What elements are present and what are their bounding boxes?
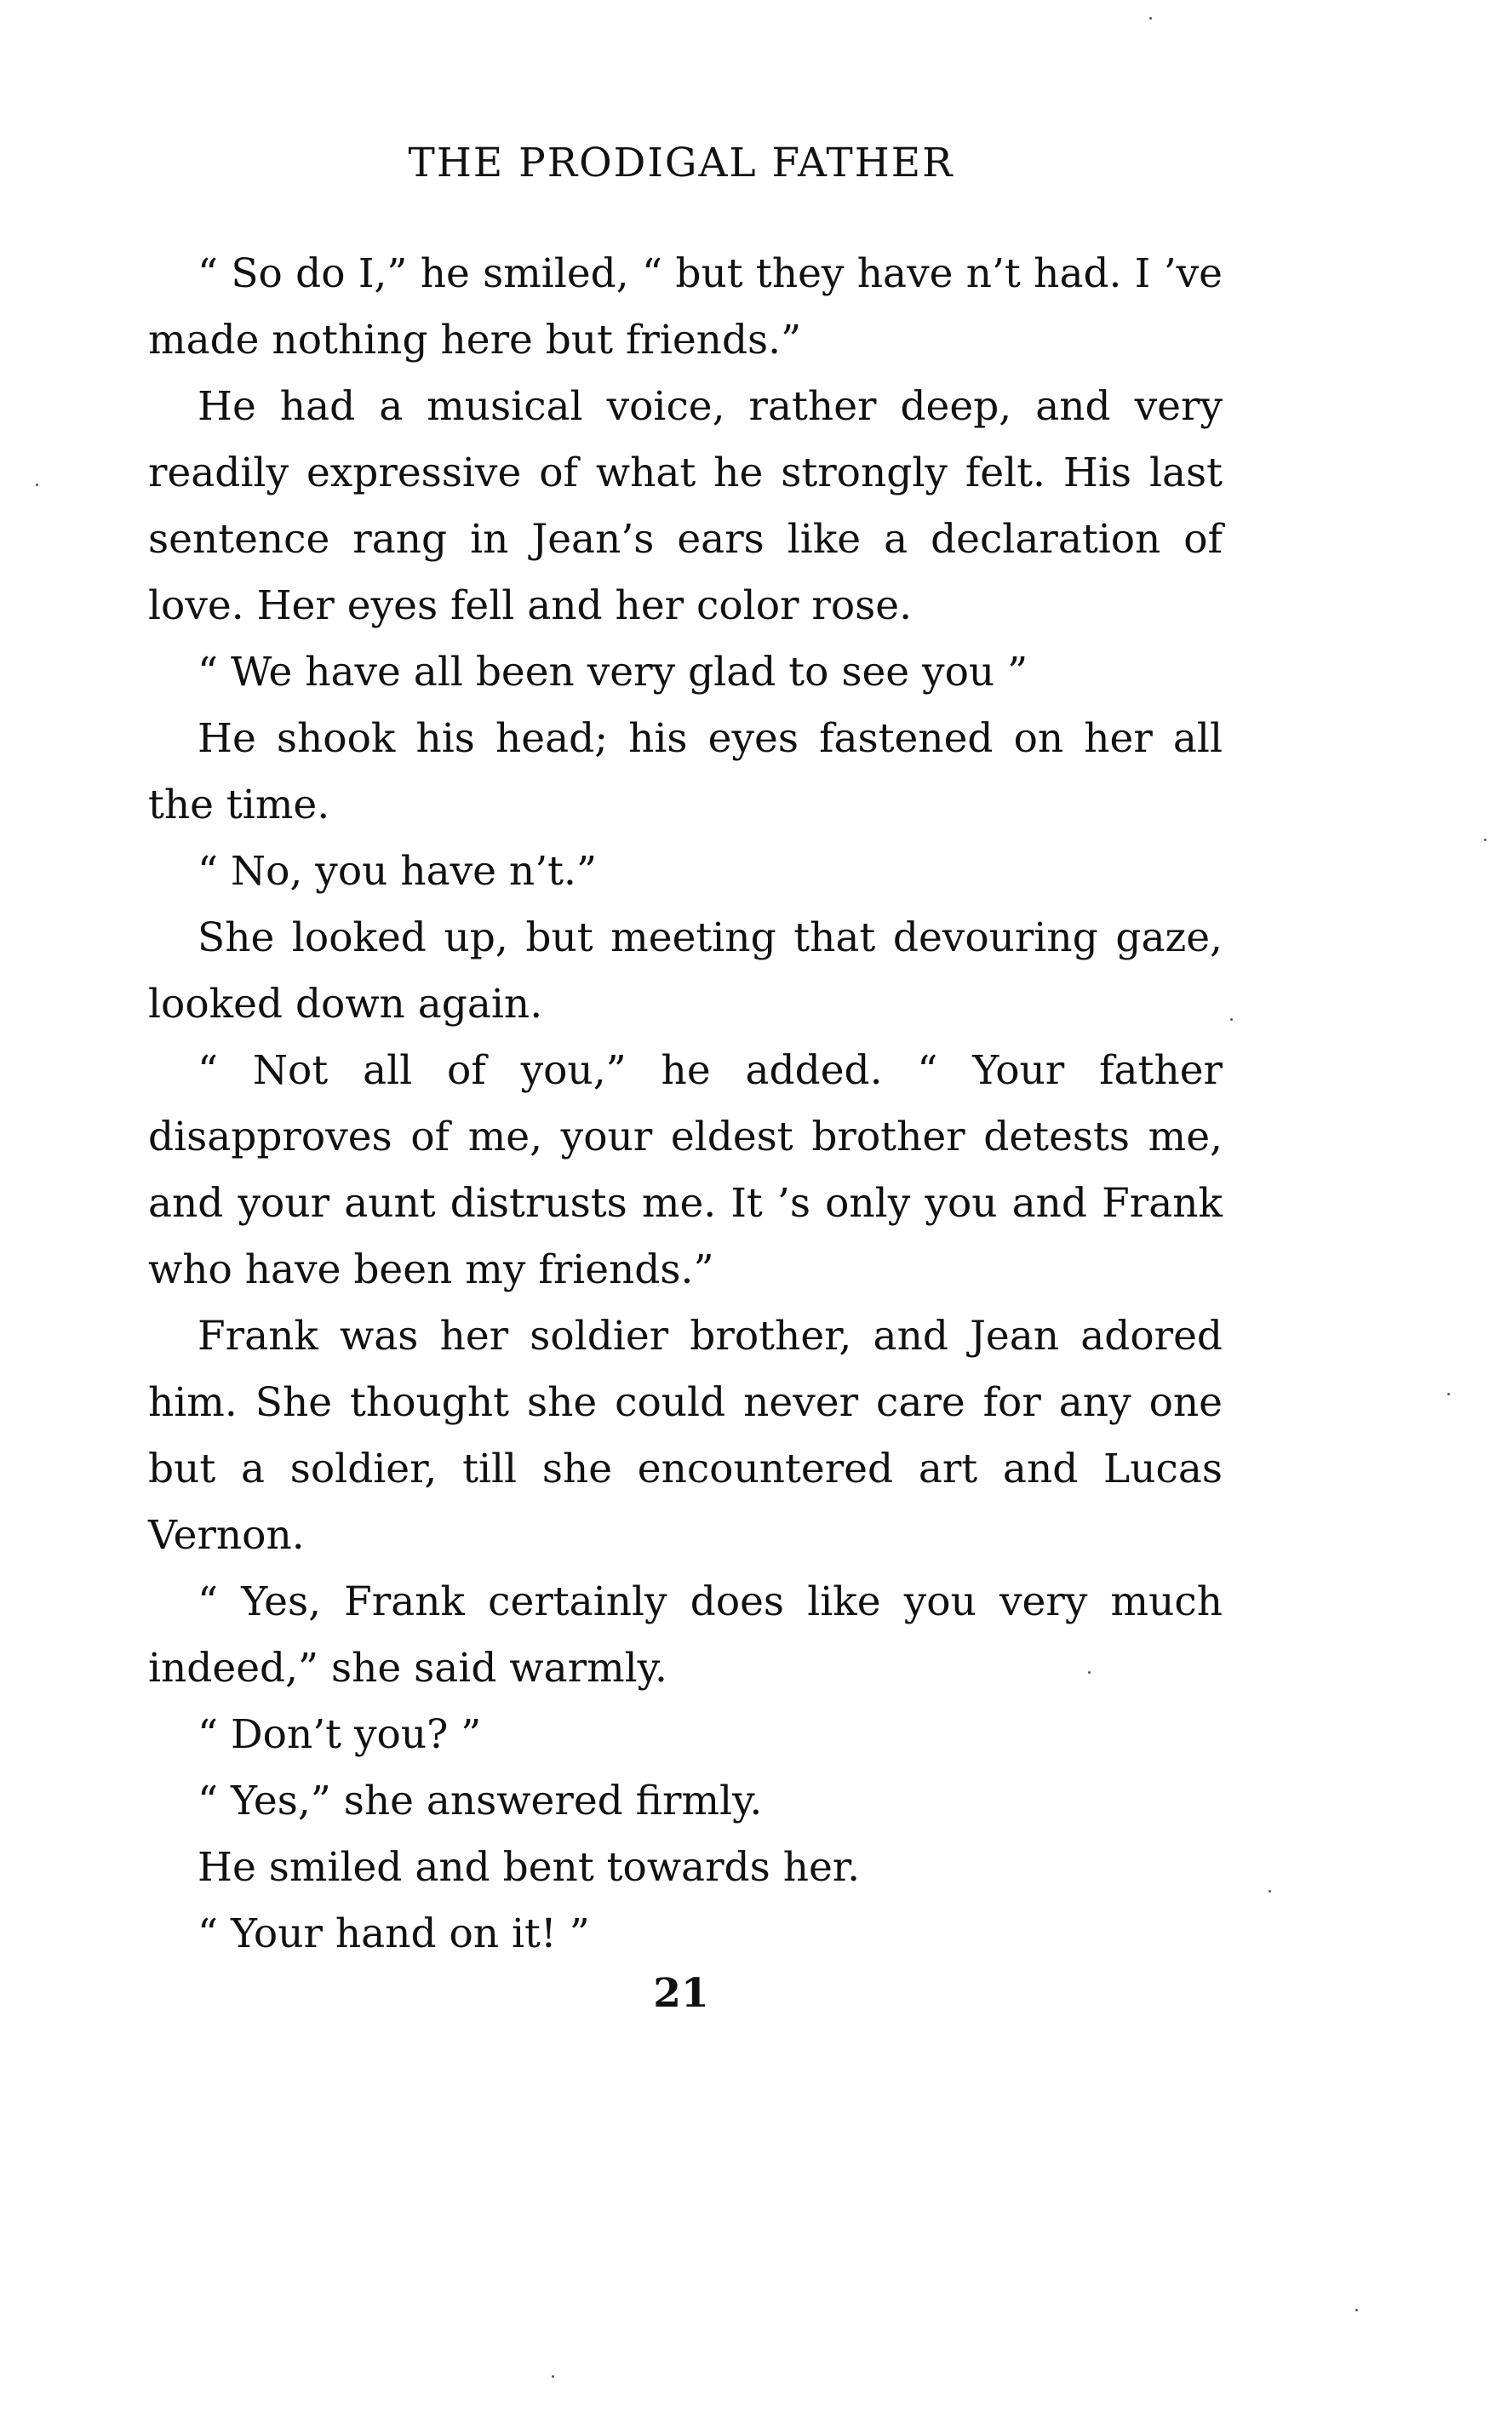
scan-speck [1269, 1890, 1271, 1893]
paragraph: She looked up, but meeting that devouring gaze, looked down again. [148, 914, 1223, 1028]
paragraph: He had a musical voice, rather deep, and very readily expressive of what he strongly felt. His last sentence rang in Jean’s ears like a declaration of love. Her eyes fell and her color rose. [148, 383, 1223, 629]
running-head: THE PRODIGAL FATHER [408, 140, 954, 186]
scan-speck [1484, 839, 1486, 841]
scan-speck [1355, 2309, 1358, 2311]
paragraph: “ Yes, Frank certainly does like you very much indeed,” she said warmly. [148, 1578, 1223, 1692]
scan-speck [1149, 17, 1152, 20]
paragraph: “ Your hand on it! ” [198, 1910, 590, 1957]
paragraph: “ So do I,” he smiled, “ but they have n’t had. I ’ve made nothing here but friends.” [148, 250, 1223, 364]
scan-speck [1447, 1393, 1450, 1395]
paragraph: He shook his head; his eyes fastened on her all the time. [148, 715, 1223, 828]
paragraph: “ No, you have n’t.” [198, 848, 597, 895]
paragraph: He smiled and bent towards her. [198, 1844, 861, 1891]
scan-speck [1088, 1671, 1091, 1674]
paragraph: Frank was her soldier brother, and Jean adored him. She thought she could never care for any one but a soldier, till she encountered art and Lucas Vernon. [148, 1313, 1223, 1559]
paragraph: “ Not all of you,” he added. “ Your father disapproves of me, your eldest brother detests me, and your aunt distrusts me. It ’s only you and Frank who have been my friends.” [148, 1047, 1223, 1293]
scan-speck [1230, 1018, 1233, 1021]
scan-speck [552, 2375, 554, 2378]
paragraph: “ Don’t you? ” [198, 1711, 482, 1758]
scan-speck [36, 484, 38, 486]
page-number: 21 [653, 1970, 709, 2017]
paragraph: “ Yes,” she answered firmly. [198, 1778, 763, 1824]
paragraph: “ We have all been very glad to see you ” [198, 649, 1028, 696]
body-text [148, 241, 1223, 1967]
